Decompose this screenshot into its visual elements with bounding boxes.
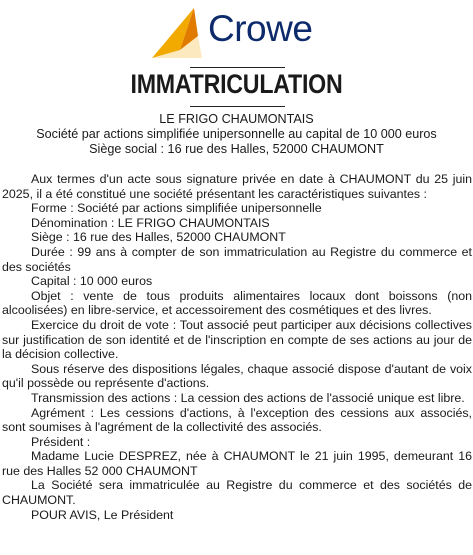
paragraph-purpose: Objet : vente de tous produits alimentaires locaux dont boissons (non alcoolisées) en libre-service, et accessoirement des cosmétiques et des livres. <box>2 288 472 318</box>
title-rule-top <box>190 67 285 68</box>
paragraph-registration: La Société sera immatriculée au Registre du commerce et des sociétés de CHAUMONT. <box>2 478 472 508</box>
paragraph-form: Forme : Société par actions simplifiée unipersonnelle <box>31 201 322 216</box>
paragraph-voting-rights: Exercice du droit de vote : Tout associé peut participer aux décisions collectives sur justification de son identité et de l'inscription en compte de ses actions au jour de la décision collective. <box>2 317 472 362</box>
paragraph-votes: Sous réserve des dispositions légales, chaque associé dispose d'autant de voix qu'il possède ou représente d'actions. <box>2 361 472 391</box>
crowe-logo <box>150 4 330 64</box>
notice-body <box>2 172 472 522</box>
page-title: IMMATRICULATION <box>130 69 343 99</box>
paragraph-president: Madame Lucie DESPREZ, née à CHAUMONT le 21 juin 1995, demeurant 16 rue des Halles 52 000 CHAUMONT <box>2 449 472 478</box>
registered-office: Siège social : 16 rue des Halles, 52000 CHAUMONT <box>89 142 384 156</box>
paragraph-duration: Durée : 99 ans à compter de son immatriculation au Registre du commerce et des sociétés <box>2 244 472 274</box>
paragraph-share-transfer: Transmission des actions : La cession des actions de l'associé unique est libre. <box>31 390 465 405</box>
title-rule-bottom <box>190 106 285 107</box>
company-name: LE FRIGO CHAUMONTAIS <box>159 112 314 126</box>
paragraph-president-label: Président : <box>31 434 91 449</box>
paragraph-deed: Aux termes d'un acte sous signature privée en date à CHAUMONT du 25 juin 2025, il a été constitué une société présentant les caractéristiques suivantes : <box>2 172 472 201</box>
paragraph-name: Dénomination : LE FRIGO CHAUMONTAIS <box>31 215 270 230</box>
paragraph-signature: POUR AVIS, Le Président <box>31 507 174 522</box>
paragraph-seat: Siège : 16 rue des Halles, 52000 CHAUMONT <box>31 230 286 245</box>
crowe-wordmark: Crowe <box>208 8 313 49</box>
paragraph-approval: Agrément : Les cessions d'actions, à l'exception des cessions aux associés, sont soumises à l'agrément de la collectivité des associés. <box>2 405 472 435</box>
company-description: Société par actions simplifiée unipersonnelle au capital de 10 000 euros <box>36 127 437 141</box>
paragraph-capital: Capital : 10 000 euros <box>31 274 153 289</box>
crowe-mark-icon <box>150 6 206 62</box>
